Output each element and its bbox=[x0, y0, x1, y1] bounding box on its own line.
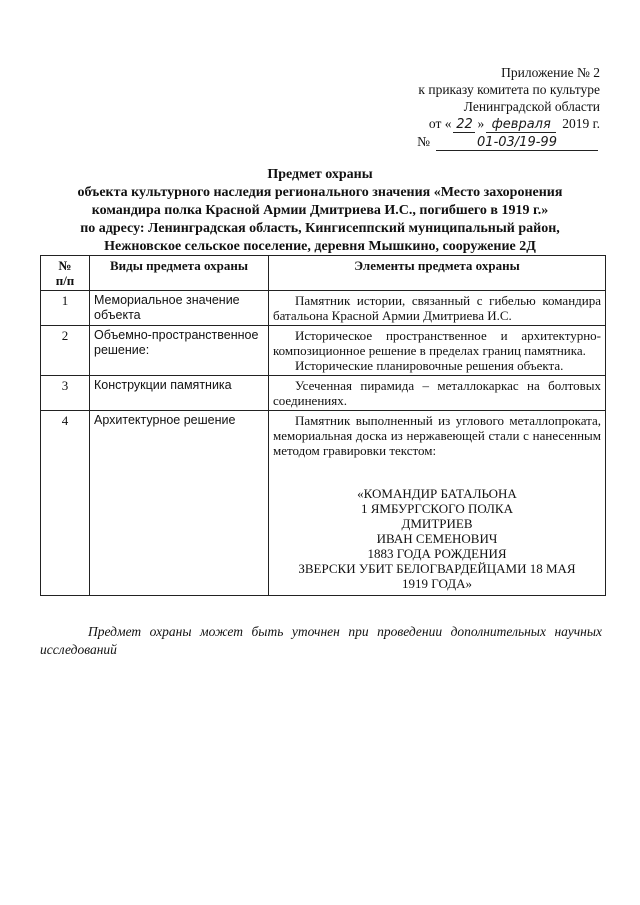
title-line-3: командира полка Красной Армии Дмитриева И.С., погибшего в 1919 г.» bbox=[91, 203, 549, 218]
date-year: 2019 г. bbox=[562, 116, 600, 131]
table-row bbox=[41, 376, 606, 411]
title-line-4: по адресу: Ленинградская область, Кингисеппский муниципальный район, bbox=[80, 221, 560, 236]
region-name: Ленинградской области bbox=[463, 99, 600, 114]
row-elements bbox=[269, 376, 606, 411]
table-row bbox=[41, 291, 606, 326]
inscription-line: ИВАН СЕМЕНОВИЧ bbox=[376, 531, 498, 546]
row-elements bbox=[269, 291, 606, 326]
row-type: Архитектурное решение bbox=[90, 411, 269, 596]
number-prefix: № bbox=[417, 134, 430, 149]
row-type: Конструкции памятника bbox=[90, 376, 269, 411]
element-text: Усеченная пирамида – металлокаркас на болтовых соединениях. bbox=[273, 378, 601, 408]
document-number: 01-03/19-99 bbox=[436, 136, 598, 151]
header-type: Виды предмета охраны bbox=[90, 256, 269, 291]
row-elements bbox=[269, 326, 606, 376]
order-number bbox=[392, 133, 600, 151]
header-elements: Элементы предмета охраны bbox=[269, 256, 606, 291]
inscription-line: 1919 ГОДА» bbox=[402, 576, 472, 591]
row-number: 3 bbox=[41, 376, 90, 411]
row-type: Объемно-пространственное решение: bbox=[90, 326, 269, 376]
title-line-5: Нежновское сельское поселение, деревня Мышкино, сооружение 2Д bbox=[104, 239, 536, 254]
title-line-2: объекта культурного наследия регионального значения «Место захоронения bbox=[77, 185, 563, 200]
element-text: Историческое пространственное и архитектурно-композиционное решение в пределах границ памятника. bbox=[273, 328, 601, 358]
header-number bbox=[41, 256, 90, 291]
table-row bbox=[41, 326, 606, 376]
inscription-line: 1883 ГОДА РОЖДЕНИЯ bbox=[367, 546, 507, 561]
document-title bbox=[40, 166, 600, 256]
footer-note: Предмет охраны может быть уточнен при проведении дополнительных научных исследований bbox=[40, 623, 602, 657]
table-row bbox=[41, 411, 606, 596]
header-number-line-2: п/п bbox=[55, 273, 75, 288]
inscription-line: 1 ЯМБУРГСКОГО ПОЛКА bbox=[360, 501, 513, 516]
row-number: 4 bbox=[41, 411, 90, 596]
protection-subject-table bbox=[40, 255, 606, 596]
element-text: Памятник выполненный из углового металлопроката, мемориальная доска из нержавеющей стали с нанесенным методом гравировки текстом: bbox=[273, 413, 601, 458]
row-number: 1 bbox=[41, 291, 90, 326]
title-line-1: Предмет охраны bbox=[267, 167, 373, 182]
order-reference: к приказу комитета по культуре bbox=[418, 82, 600, 97]
row-type: Мемориальное значение объекта bbox=[90, 291, 269, 326]
date-month: февраля bbox=[486, 118, 556, 133]
memorial-inscription bbox=[273, 486, 601, 591]
order-date bbox=[392, 115, 600, 133]
inscription-line: ДМИТРИЕВ bbox=[401, 516, 473, 531]
date-day: 22 bbox=[453, 118, 475, 133]
date-mid: » bbox=[477, 116, 485, 131]
element-text: Исторические планировочные решения объекта. bbox=[295, 358, 564, 373]
appendix-number: Приложение № 2 bbox=[501, 65, 600, 80]
row-number: 2 bbox=[41, 326, 90, 376]
element-text: Памятник истории, связанный с гибелью командира батальона Красной Армии Дмитриева И.С. bbox=[273, 293, 601, 323]
inscription-line: ЗВЕРСКИ УБИТ БЕЛОГВАРДЕЙЦАМИ 18 МАЯ bbox=[298, 561, 576, 576]
inscription-line: «КОМАНДИР БАТАЛЬОНА bbox=[357, 486, 517, 501]
date-prefix: от « bbox=[428, 116, 452, 131]
header-number-line-1: № bbox=[58, 258, 72, 273]
appendix-header bbox=[392, 64, 600, 151]
table-header-row bbox=[41, 256, 606, 291]
row-elements bbox=[269, 411, 606, 596]
